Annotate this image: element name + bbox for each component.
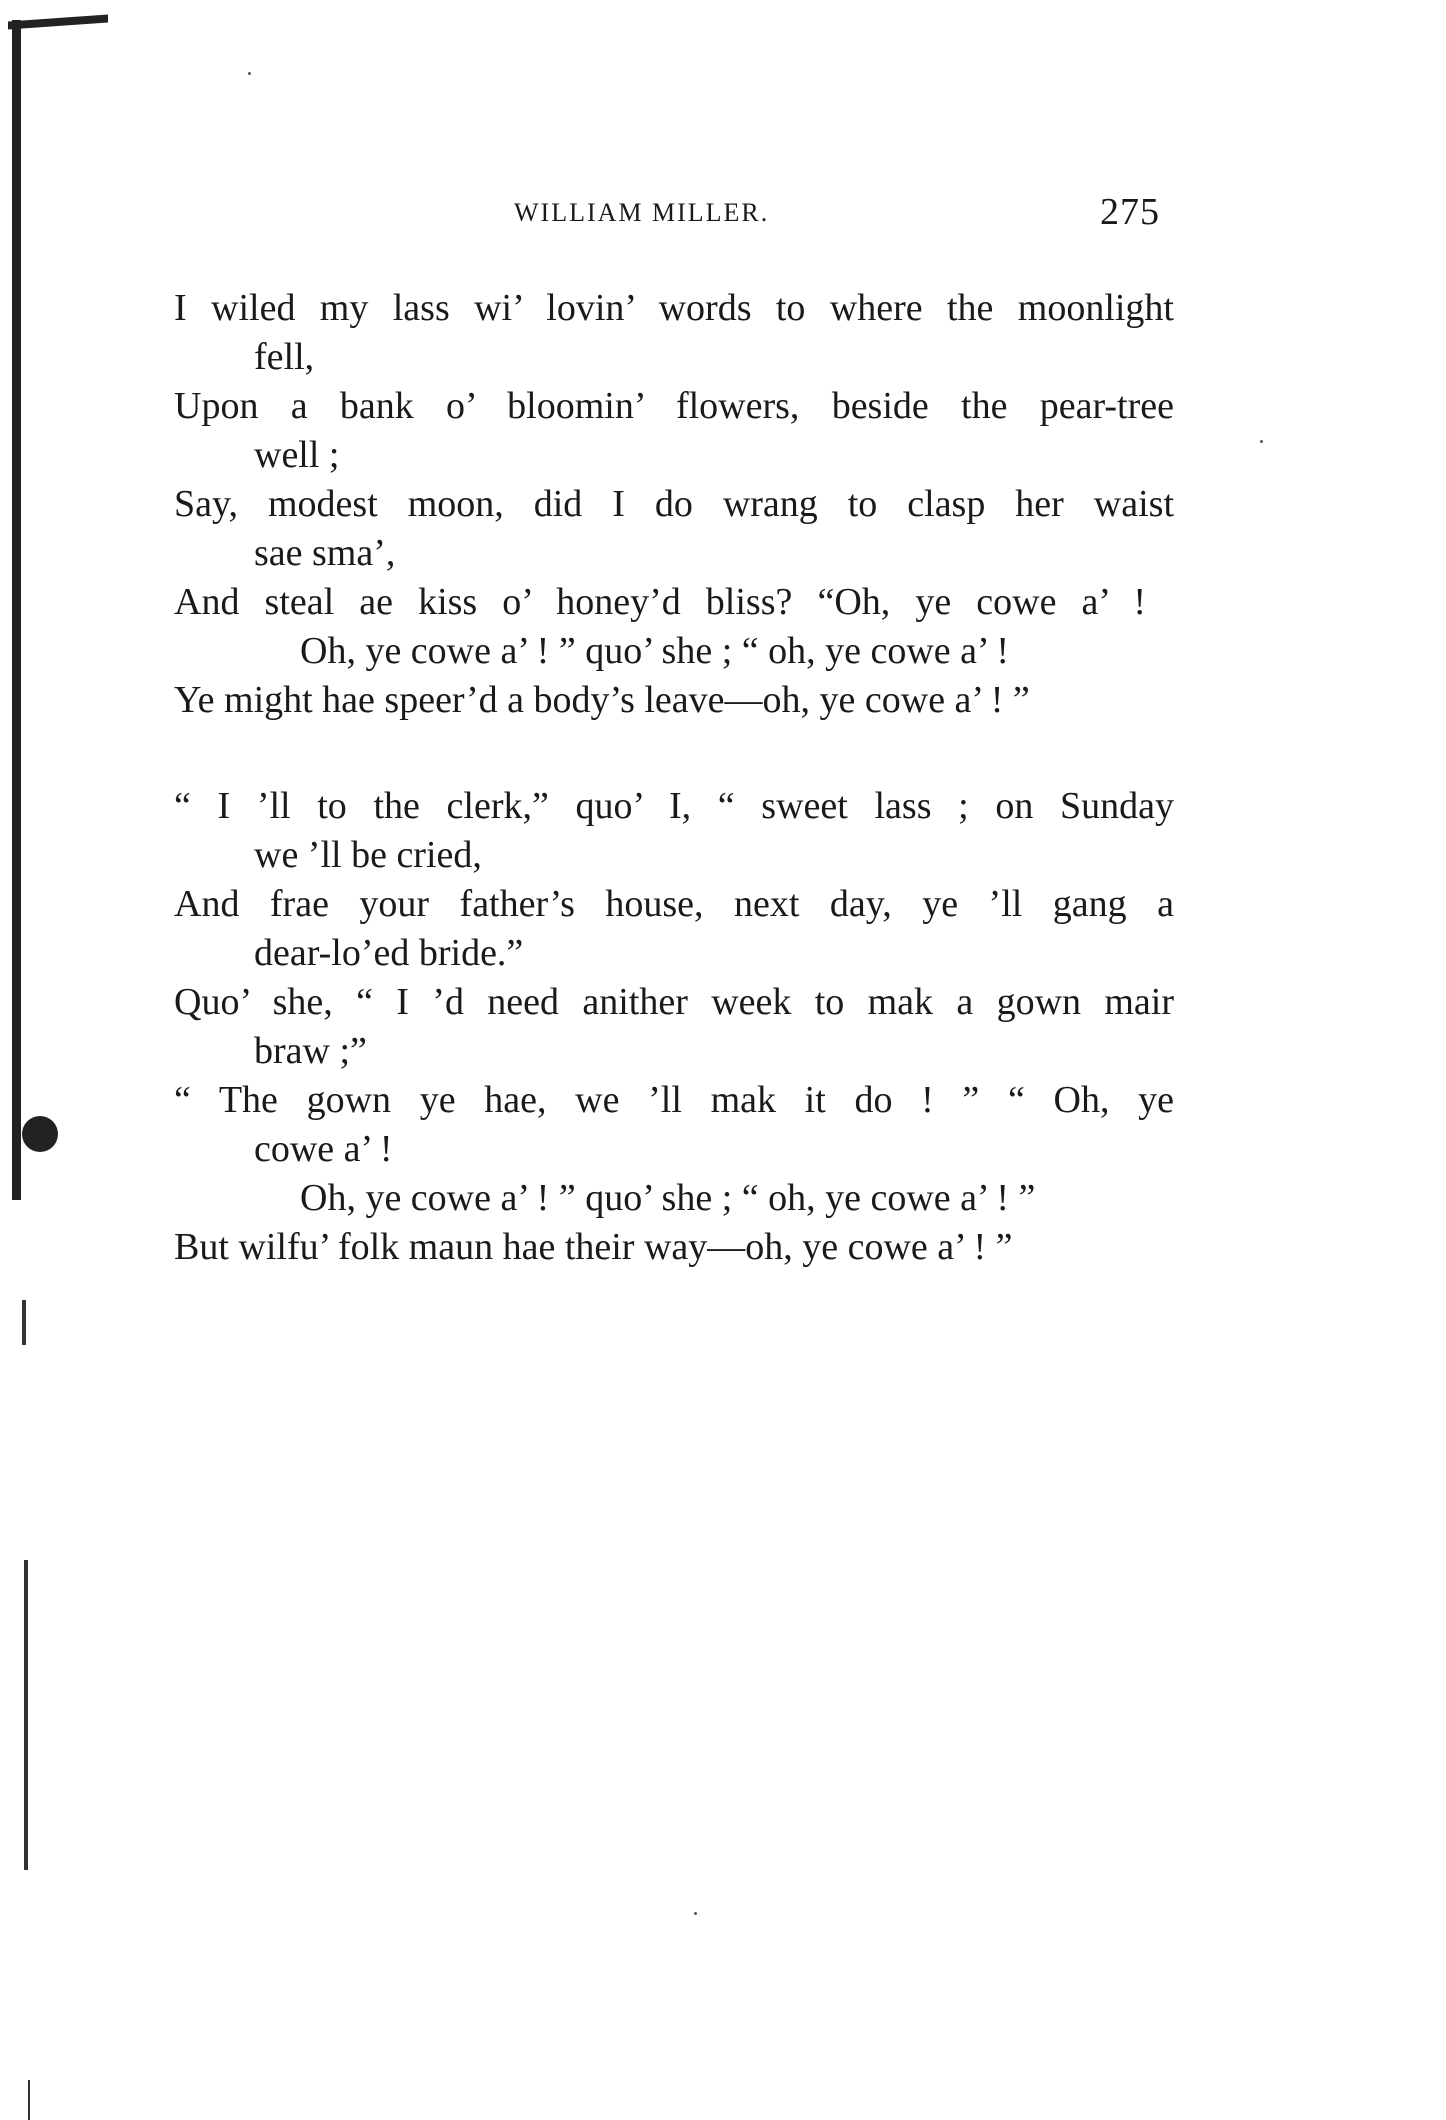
poem-line-continuation: we ’ll be cried, xyxy=(254,834,482,876)
poem-line: And steal ae kiss o’ honey’d bliss? “Oh, ye cowe a’ ! xyxy=(174,581,1146,623)
stanza xyxy=(174,782,1174,1272)
stanza xyxy=(174,284,1174,725)
poem-line: Ye might hae speer’d a body’s leave—oh, ye cowe a’ ! ” xyxy=(174,679,1030,721)
poem-line-continuation: braw ;” xyxy=(254,1030,367,1072)
poem-refrain: Oh, ye cowe a’ ! ” quo’ she ; “ oh, ye cowe a’ ! xyxy=(300,630,1010,672)
scan-edge-line xyxy=(24,1560,28,1870)
poem-line-continuation: well ; xyxy=(254,434,340,476)
paper-speck xyxy=(248,72,251,75)
poem-line-continuation: dear-lo’ed bride.” xyxy=(254,932,524,974)
stanza-break xyxy=(174,725,1174,782)
scan-edge-shadow xyxy=(12,20,21,1200)
poem-line-continuation: sae sma’, xyxy=(254,532,396,574)
scan-edge-mark xyxy=(8,15,108,30)
poem-line: Upon a bank o’ bloomin’ flowers, beside the pear-tree xyxy=(174,385,1174,427)
running-head: WILLIAM MILLER. xyxy=(514,198,770,227)
paper-speck xyxy=(1260,440,1263,443)
poem-line-continuation: cowe a’ ! xyxy=(254,1128,393,1170)
paper-speck xyxy=(694,1912,697,1915)
poem-line-continuation: fell, xyxy=(254,336,315,378)
poem-line: I wiled my lass wi’ lovin’ words to where the moonlight xyxy=(174,287,1174,329)
poem-line: Say, modest moon, did I do wrang to clasp her waist xyxy=(174,483,1174,525)
poem-line: Quo’ she, “ I ’d need anither week to mak a gown mair xyxy=(174,981,1174,1023)
poem-line: “ I ’ll to the clerk,” quo’ I, “ sweet lass ; on Sunday xyxy=(174,785,1174,827)
poem-line: “ The gown ye hae, we ’ll mak it do ! ” “ Oh, ye xyxy=(174,1079,1174,1121)
poem-text xyxy=(174,284,1174,1272)
poem-refrain: Oh, ye cowe a’ ! ” quo’ she ; “ oh, ye cowe a’ ! ” xyxy=(300,1177,1036,1219)
binding-hole xyxy=(22,1116,58,1152)
page-number: 275 xyxy=(1100,191,1160,233)
poem-line: But wilfu’ folk maun hae their way—oh, ye cowe a’ ! ” xyxy=(174,1226,1013,1268)
scan-edge-line xyxy=(22,1300,26,1345)
scan-edge-line xyxy=(28,2080,30,2120)
poem-line: And frae your father’s house, next day, ye ’ll gang a xyxy=(174,883,1174,925)
